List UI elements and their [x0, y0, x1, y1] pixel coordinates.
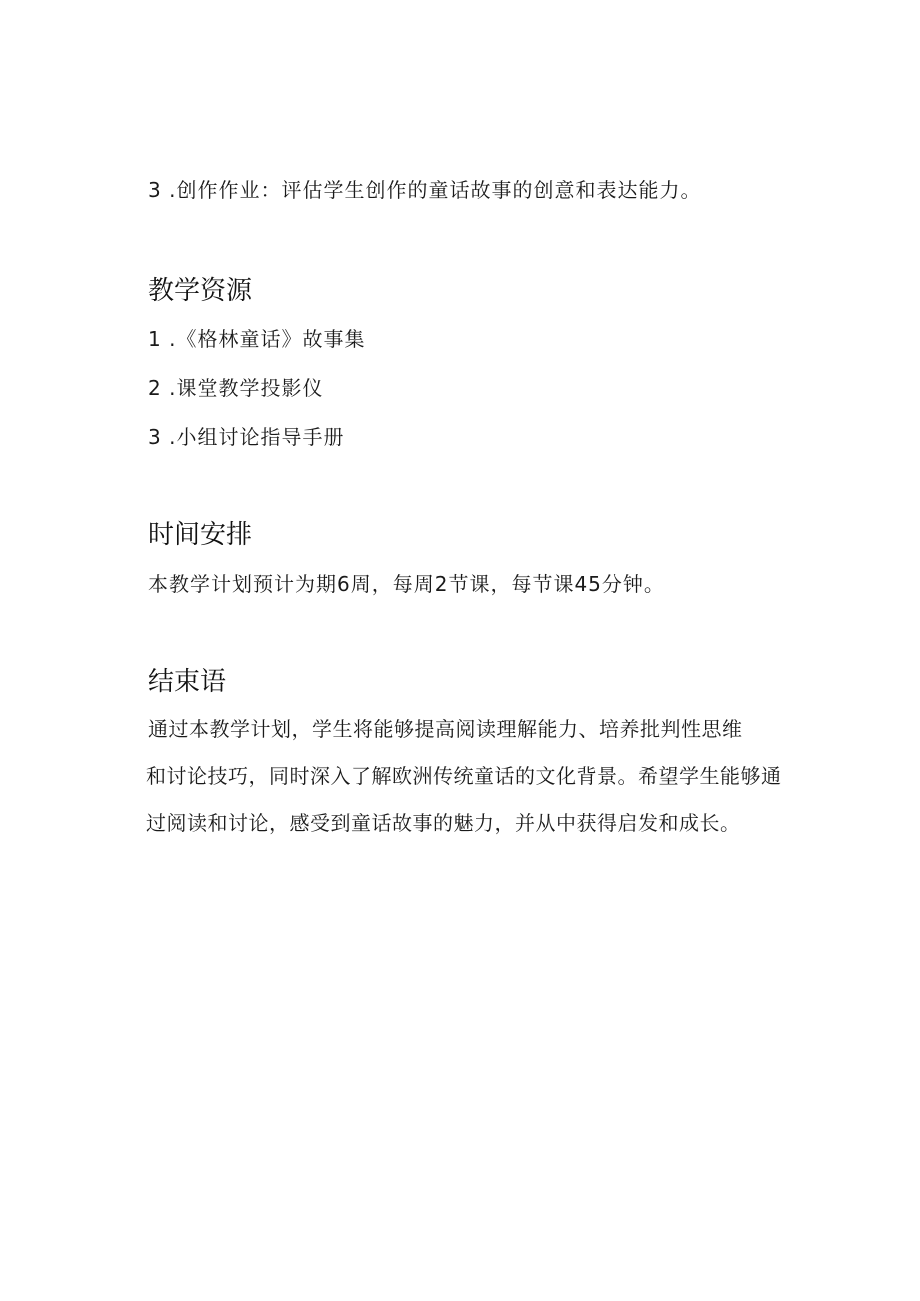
conclusion-line-1: 通过本教学计划，学生将能够提高阅读理解能力、培养批判性思维	[148, 717, 743, 741]
assessment-item-3: 3 .创作作业：评估学生创作的童话故事的创意和表达能力。	[148, 178, 702, 202]
schedule-heading: 时间安排	[148, 520, 253, 550]
conclusion-line-2: 和讨论技巧，同时深入了解欧洲传统童话的文化背景。希望学生能够通	[146, 764, 782, 788]
resources-heading: 教学资源	[148, 276, 253, 306]
conclusion-heading: 结束语	[148, 667, 227, 697]
schedule-text: 本教学计划预计为期6周，每周2节课，每节课45分钟。	[148, 572, 665, 596]
resource-item-1: 1 .《格林童话》故事集	[148, 327, 366, 351]
resource-item-2: 2 .课堂教学投影仪	[148, 376, 324, 400]
conclusion-line-3: 过阅读和讨论，感受到童话故事的魅力，并从中获得启发和成长。	[146, 811, 741, 835]
resource-item-3: 3 .小组讨论指导手册	[148, 425, 345, 449]
conclusion-paragraph	[148, 706, 828, 847]
